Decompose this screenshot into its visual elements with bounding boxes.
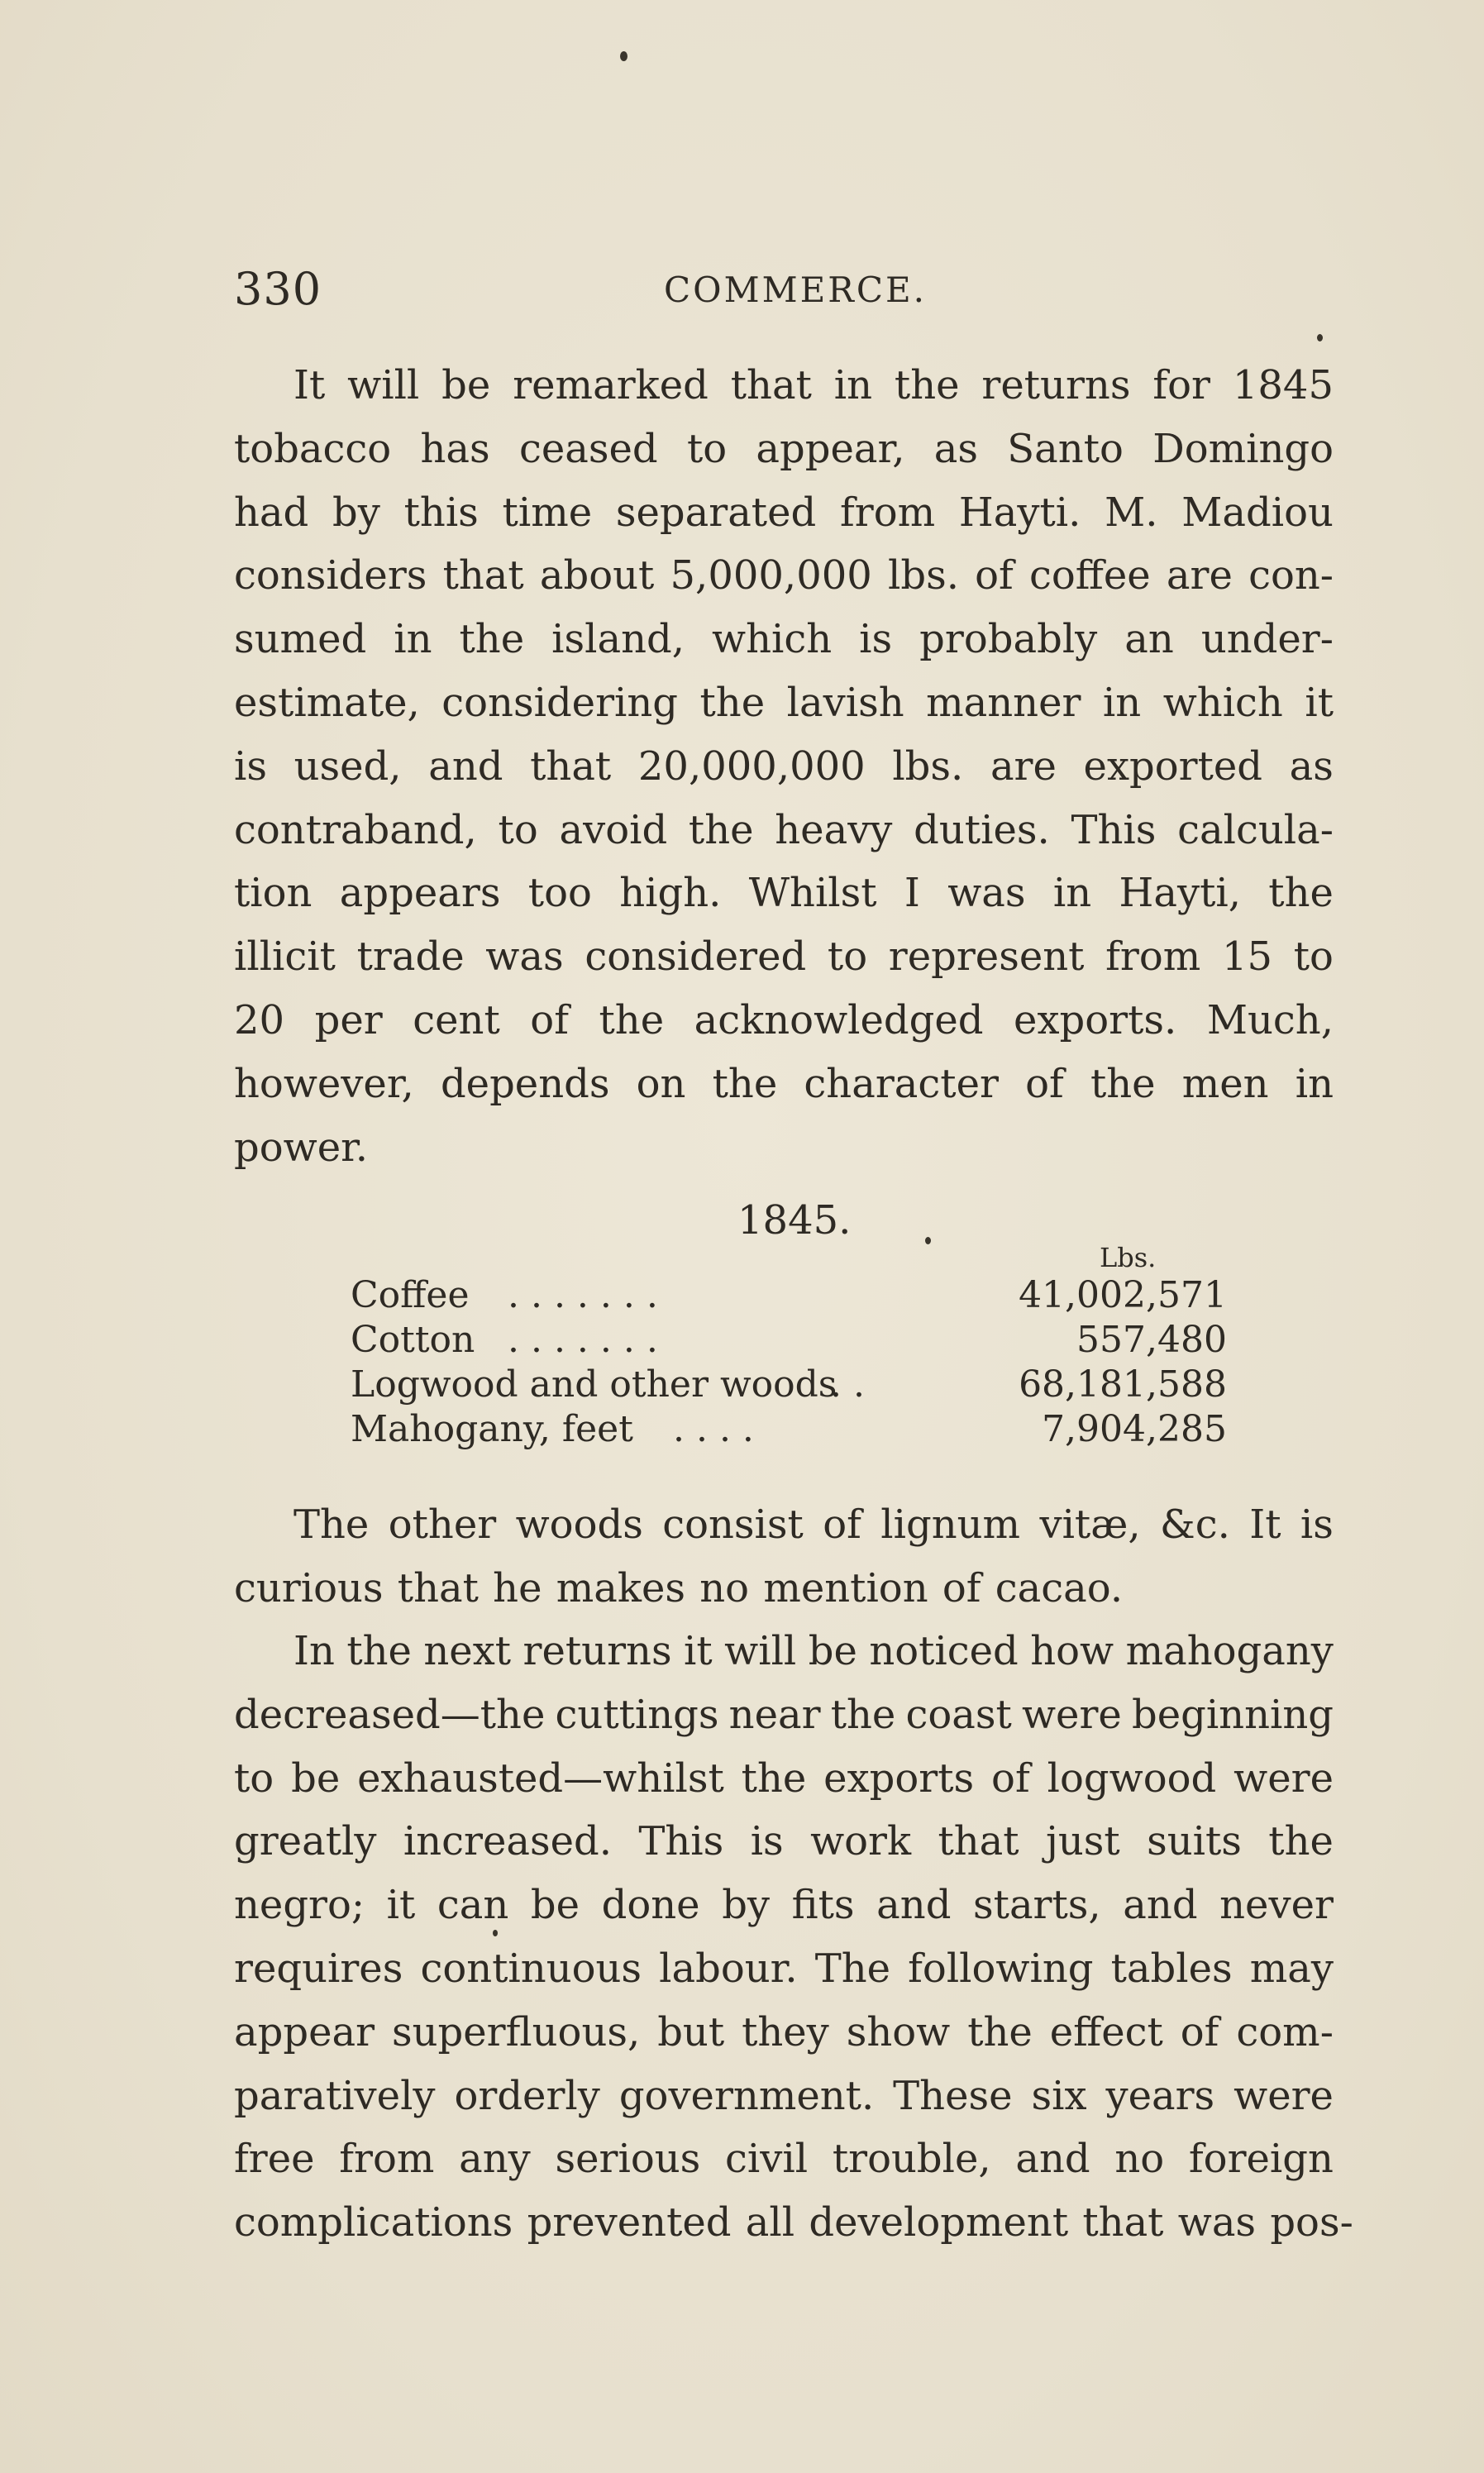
word: 15 <box>1221 933 1273 981</box>
word: by <box>332 489 380 536</box>
text-line <box>234 481 1334 545</box>
word: island, <box>551 616 685 663</box>
text-line <box>234 354 1334 418</box>
row-label: Mahogany, feet <box>351 1408 633 1450</box>
word: appear, <box>756 425 905 472</box>
word: are <box>1166 552 1233 599</box>
text-line <box>234 1810 1334 1874</box>
text-line <box>234 544 1334 608</box>
word: beginning <box>1131 1691 1334 1738</box>
word: starts, <box>973 1882 1101 1929</box>
word: I <box>904 870 920 917</box>
word: is <box>1300 1501 1334 1548</box>
word: separated <box>615 489 817 536</box>
word: The <box>293 1501 370 1548</box>
word: in <box>1052 870 1092 917</box>
word: be <box>530 1882 580 1929</box>
word: that <box>938 1818 1019 1865</box>
row-value: 557,480 <box>1076 1319 1227 1361</box>
word: be <box>441 362 491 408</box>
word: It <box>1249 1501 1281 1548</box>
word: 20 <box>234 996 285 1043</box>
word: is <box>234 742 267 790</box>
word: fits <box>791 1882 855 1929</box>
word: to <box>686 425 728 472</box>
table-unit-header: Lbs. <box>1100 1242 1157 1273</box>
paragraph-3-body <box>234 1620 1353 2255</box>
word: appears <box>339 870 501 917</box>
row-value: 41,002,571 <box>1019 1274 1227 1316</box>
text-line <box>234 1747 1334 1811</box>
word: com- <box>1236 2008 1334 2055</box>
word: the <box>1268 1818 1334 1865</box>
word: continuous <box>420 1945 642 1992</box>
word: This <box>1071 806 1157 853</box>
word: consist <box>662 1501 804 1548</box>
word: the <box>346 1628 412 1674</box>
word: which <box>712 616 833 663</box>
row-leader-dots: . . <box>830 1363 865 1406</box>
word: that <box>442 552 524 599</box>
word: years <box>1105 2072 1215 2119</box>
word: time <box>502 489 593 536</box>
word: lavish <box>786 679 904 726</box>
word: done <box>601 1882 700 1929</box>
word: heavy <box>775 806 893 853</box>
word: to <box>498 806 538 853</box>
word: from <box>1105 933 1201 981</box>
word: will <box>724 1628 797 1674</box>
word: however, <box>234 1060 414 1107</box>
word: the <box>967 2008 1033 2055</box>
word: of <box>530 996 569 1043</box>
word: returns <box>523 1628 672 1674</box>
word: may <box>1249 1945 1334 1992</box>
word: 1845 <box>1232 362 1334 408</box>
word: per <box>314 996 383 1043</box>
text-line <box>234 862 1334 925</box>
exports-table <box>351 1273 1227 1452</box>
table-row <box>351 1363 1227 1407</box>
word: by <box>722 1882 771 1929</box>
line-text: curious that he makes no mention of cacao. <box>234 1564 1124 1611</box>
word: never <box>1219 1882 1334 1929</box>
word: 5,000,000 <box>670 552 872 599</box>
word: near <box>728 1691 821 1738</box>
word: are <box>990 742 1057 790</box>
word: requires <box>234 1945 403 1992</box>
word: of <box>975 552 1014 599</box>
word: an <box>1124 616 1174 663</box>
word: Domingo <box>1152 425 1334 472</box>
word: the <box>688 806 754 853</box>
word: cuttings <box>555 1691 719 1738</box>
text-line <box>234 1937 1334 2001</box>
word: work <box>810 1818 912 1865</box>
word: the <box>599 996 665 1043</box>
text-line <box>234 608 1334 671</box>
word: probably <box>919 616 1098 663</box>
word: cent <box>413 996 500 1043</box>
word: no <box>1114 2136 1165 2183</box>
word: In <box>293 1628 335 1674</box>
word: and <box>428 742 503 790</box>
word: character <box>804 1060 999 1107</box>
word: any <box>459 2136 531 2183</box>
word: effect <box>1049 2008 1163 2055</box>
word: the <box>712 1060 778 1107</box>
word: they <box>742 2008 829 2055</box>
text-line <box>234 1874 1334 1937</box>
word: Hayti. <box>958 489 1081 536</box>
word: woods <box>515 1501 643 1548</box>
word: labour. <box>659 1945 798 1992</box>
word: Santo <box>1007 425 1124 472</box>
word: exports. <box>1014 996 1177 1043</box>
table-year: 1845. <box>737 1197 852 1244</box>
line-text: power. <box>234 1124 369 1171</box>
text-line <box>234 418 1334 481</box>
text-line <box>234 1053 1334 1116</box>
text-line <box>234 2001 1334 2065</box>
word: for <box>1152 362 1210 408</box>
word: high. <box>619 870 722 917</box>
word: exported <box>1083 742 1263 790</box>
row-label: Logwood and other woods <box>351 1363 837 1406</box>
word: This <box>638 1818 724 1865</box>
word: Whilst <box>748 870 877 917</box>
word: the <box>741 1754 807 1802</box>
word: suits <box>1147 1818 1242 1865</box>
word: of <box>1025 1060 1064 1107</box>
word: that <box>530 742 612 790</box>
word: serious <box>555 2136 701 2183</box>
page-number: 330 <box>234 263 322 315</box>
word: it <box>386 1882 416 1929</box>
word: the <box>830 1691 896 1738</box>
word: the <box>1268 870 1334 917</box>
word: increased. <box>403 1818 612 1865</box>
word: about <box>539 552 655 599</box>
word: Madiou <box>1181 489 1334 536</box>
word: foreign <box>1188 2136 1334 2183</box>
row-value: 68,181,588 <box>1019 1363 1227 1406</box>
word: acknowledged <box>694 996 984 1043</box>
word: &c. <box>1159 1501 1230 1548</box>
word: is <box>750 1818 784 1865</box>
word: to <box>1293 933 1334 981</box>
table-row <box>351 1407 1227 1452</box>
word: following <box>908 1945 1094 1992</box>
ink-speck <box>925 1237 931 1244</box>
word: Much, <box>1206 996 1334 1043</box>
paragraph-1 <box>234 354 1334 418</box>
word: civil <box>725 2136 809 2183</box>
word: is <box>859 616 893 663</box>
word: in <box>1102 679 1142 726</box>
word: These <box>893 2072 1013 2119</box>
word: and <box>876 1882 952 1929</box>
text-line <box>234 735 1334 799</box>
row-leader-dots: . . . . <box>673 1408 754 1450</box>
word: sumed <box>234 616 367 663</box>
word: vitæ, <box>1039 1501 1141 1548</box>
row-leader-dots: . . . . . . . <box>508 1319 658 1361</box>
ink-speck <box>620 51 627 61</box>
word: negro; <box>234 1882 365 1929</box>
word: be <box>808 1628 857 1674</box>
text-line <box>234 1683 1334 1747</box>
word: it <box>684 1628 713 1674</box>
word: six <box>1031 2072 1087 2119</box>
text-line <box>234 1620 1334 1683</box>
word: remarked <box>513 362 709 408</box>
table-row <box>351 1318 1227 1363</box>
word: coffee <box>1029 552 1151 599</box>
table-row <box>351 1273 1227 1318</box>
word: this <box>403 489 479 536</box>
word: tables <box>1110 1945 1233 1992</box>
page-heading: COMMERCE. <box>664 270 928 310</box>
word: The <box>814 1945 891 1992</box>
word: duties. <box>914 806 1050 853</box>
word: M. <box>1105 489 1158 536</box>
word: noticed <box>869 1628 1019 1674</box>
paragraph-1-body <box>234 418 1334 1180</box>
word: returns <box>981 362 1131 408</box>
word: used, <box>293 742 402 790</box>
word: on <box>636 1060 686 1107</box>
word: it <box>1305 679 1334 726</box>
text-line <box>234 1493 1334 1557</box>
word: decreased—the <box>234 1691 546 1738</box>
text-line <box>234 799 1334 862</box>
word: will <box>347 362 420 408</box>
word: which <box>1162 679 1283 726</box>
word: were <box>1021 1691 1122 1738</box>
word: exhausted—whilst <box>357 1754 724 1802</box>
word: next <box>423 1628 512 1674</box>
word: Hayti, <box>1119 870 1241 917</box>
word: but <box>657 2008 725 2055</box>
word: the <box>1090 1060 1156 1107</box>
word: con- <box>1248 552 1334 599</box>
row-leader-dots: . . . . . . . <box>508 1274 658 1316</box>
word: considered <box>585 933 807 981</box>
text-line <box>234 1557 1334 1621</box>
word: from <box>339 2136 435 2183</box>
word: of <box>991 1754 1030 1802</box>
text-line <box>234 989 1334 1053</box>
word: has <box>420 425 490 472</box>
word: ceased <box>518 425 658 472</box>
line-text: complications prevented all development that was pos- <box>234 2199 1353 2246</box>
word: greatly <box>234 1818 377 1865</box>
word: 20,000,000 <box>637 742 866 790</box>
word: trade <box>356 933 465 981</box>
row-label: Cotton <box>351 1319 475 1361</box>
word: appear <box>234 2008 375 2055</box>
word: orderly <box>454 2072 600 2119</box>
word: It <box>293 362 326 408</box>
word: tion <box>234 870 313 917</box>
word: represent <box>888 933 1085 981</box>
word: exports <box>823 1754 975 1802</box>
word: free <box>234 2136 315 2183</box>
word: logwood <box>1047 1754 1217 1802</box>
word: that <box>730 362 812 408</box>
word: in <box>1295 1060 1334 1107</box>
word: in <box>833 362 873 408</box>
word: lbs. <box>892 742 964 790</box>
word: was <box>485 933 564 981</box>
word: of <box>823 1501 861 1548</box>
word: the <box>699 679 766 726</box>
word: to <box>827 933 868 981</box>
word: were <box>1233 1754 1334 1802</box>
word: avoid <box>559 806 668 853</box>
word: lignum <box>880 1501 1021 1548</box>
text-line <box>234 671 1334 735</box>
word: other <box>388 1501 497 1548</box>
word: paratively <box>234 2072 436 2119</box>
word: show <box>846 2008 951 2055</box>
word: and <box>1123 1882 1198 1929</box>
word: depends <box>440 1060 610 1107</box>
text-line <box>234 925 1334 989</box>
word: trouble, <box>832 2136 991 2183</box>
word: manner <box>926 679 1081 726</box>
row-label: Coffee <box>351 1274 470 1316</box>
word: men <box>1181 1060 1269 1107</box>
word: as <box>933 425 978 472</box>
word: from <box>839 489 936 536</box>
word: under- <box>1200 616 1334 663</box>
row-value: 7,904,285 <box>1042 1408 1227 1450</box>
word: calcula- <box>1177 806 1334 853</box>
word: just <box>1045 1818 1120 1865</box>
word: were <box>1233 2072 1334 2119</box>
text-line <box>234 2065 1334 2128</box>
word: tobacco <box>234 425 392 472</box>
word: illicit <box>234 933 336 981</box>
word: had <box>234 489 309 536</box>
ink-speck <box>1317 334 1323 341</box>
word: considers <box>234 552 427 599</box>
word: mahogany <box>1125 1628 1334 1674</box>
word: how <box>1030 1628 1114 1674</box>
word: be <box>291 1754 341 1802</box>
word: estimate, <box>234 679 420 726</box>
word: considering <box>441 679 679 726</box>
word: lbs. <box>888 552 959 599</box>
word: of <box>1180 2008 1219 2055</box>
word: the <box>894 362 960 408</box>
word: in <box>394 616 432 663</box>
word: and <box>1015 2136 1090 2183</box>
text-line <box>234 2191 1353 2255</box>
word: can <box>437 1882 509 1929</box>
word: coast <box>905 1691 1012 1738</box>
text-line <box>234 1116 1334 1180</box>
word: as <box>1289 742 1334 790</box>
word: contraband, <box>234 806 477 853</box>
word: to <box>234 1754 274 1802</box>
word: was <box>947 870 1026 917</box>
word: too <box>527 870 592 917</box>
word: superfluous, <box>391 2008 641 2055</box>
word: the <box>459 616 525 663</box>
word: government. <box>618 2072 875 2119</box>
text-line <box>234 2127 1334 2191</box>
paragraph-2-body <box>234 1493 1334 1621</box>
running-head <box>234 263 1342 313</box>
